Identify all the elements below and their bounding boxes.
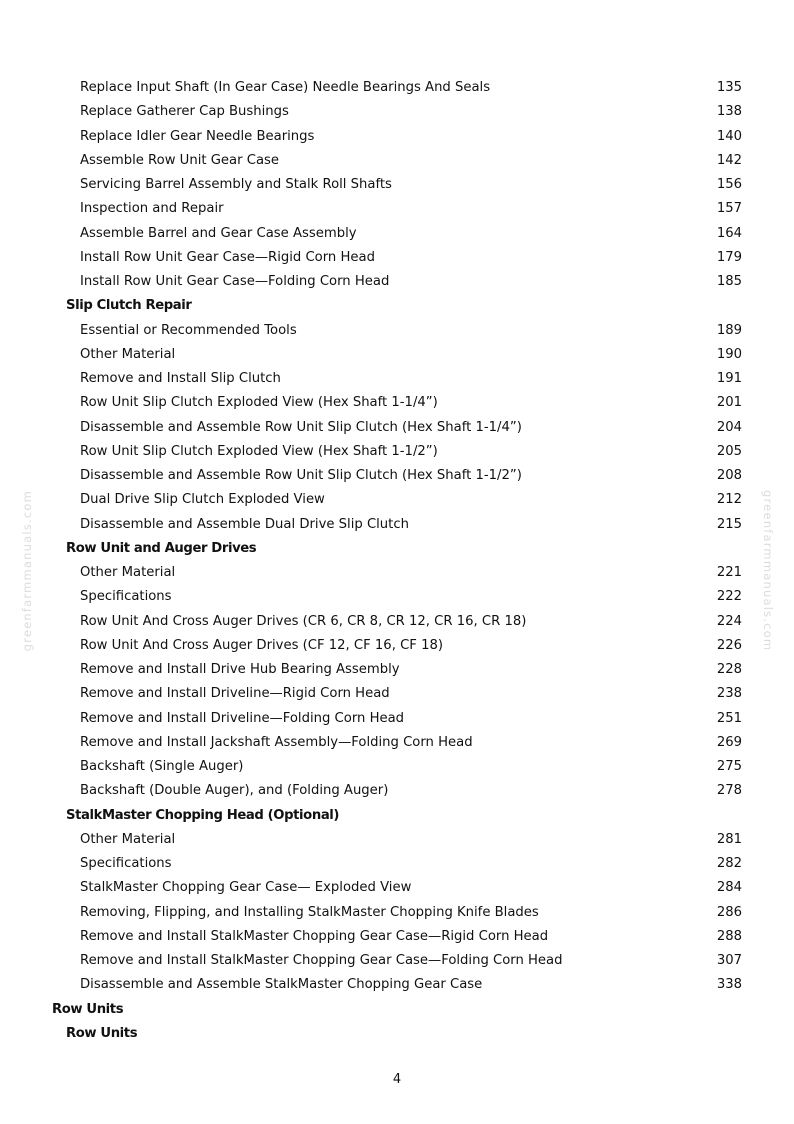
toc-entry-page: 138 — [716, 104, 742, 120]
toc-entry[interactable] — [0, 561, 794, 585]
toc-entry[interactable] — [0, 197, 794, 221]
toc-entry-page: 204 — [716, 419, 742, 435]
toc-entry[interactable] — [0, 949, 794, 973]
toc-entry[interactable] — [0, 925, 794, 949]
toc-entry[interactable] — [0, 779, 794, 803]
toc-entry-page: 278 — [716, 783, 742, 799]
toc-entry-title: Remove and Install Driveline—Folding Corn Head — [80, 710, 405, 726]
toc-entry-page: 135 — [716, 80, 742, 95]
toc-entry-title: Assemble Barrel and Gear Case Assembly — [80, 225, 357, 241]
toc-entry-page: 164 — [716, 225, 742, 241]
toc-entry-page: 228 — [716, 662, 742, 677]
toc-entry-page: 275 — [716, 759, 742, 774]
toc-entry-title: Essential or Recommended Tools — [80, 322, 297, 338]
toc-entry-title: Slip Clutch Repair — [66, 298, 192, 314]
toc-entry[interactable] — [0, 634, 794, 658]
toc-entry[interactable] — [0, 707, 794, 731]
toc-entry-page: 191 — [716, 371, 742, 386]
toc-entry-page: 190 — [716, 346, 742, 362]
toc-entry-title: Row Unit Slip Clutch Exploded View (Hex Shaft 1-1/4”) — [80, 395, 438, 411]
watermark-right: greenfarmmanuals.com — [761, 490, 775, 652]
toc-entry-title: Disassemble and Assemble Dual Drive Slip Clutch — [80, 516, 409, 532]
toc-entry-title: Replace Gatherer Cap Bushings — [80, 104, 289, 120]
toc-entry-title: Disassemble and Assemble Row Unit Slip Clutch (Hex Shaft 1-1/2”) — [80, 468, 522, 483]
toc-entry[interactable] — [0, 488, 794, 512]
toc-entry-page: 286 — [716, 904, 742, 920]
toc-entry-page: 157 — [716, 201, 742, 217]
toc-entry-title: Remove and Install Drive Hub Bearing Assembly — [80, 662, 400, 677]
toc-entry-title: Removing, Flipping, and Installing StalkMaster Chopping Knife Blades — [80, 904, 539, 920]
toc-entry-title: Disassemble and Assemble StalkMaster Chopping Gear Case — [80, 977, 483, 993]
toc-entry-page: 238 — [716, 686, 742, 702]
toc-entry-title: Remove and Install StalkMaster Chopping Gear Case—Rigid Corn Head — [80, 928, 549, 944]
toc-entry-title: Row Unit and Auger Drives — [66, 540, 257, 556]
toc-entry[interactable] — [0, 391, 794, 415]
toc-entry-page: 338 — [716, 977, 742, 993]
toc-entry-page: 269 — [716, 734, 742, 750]
toc-entry-title: Row Units — [52, 1001, 124, 1017]
toc-entry-page: 226 — [716, 637, 742, 653]
toc-entry-page: 140 — [716, 128, 742, 144]
toc-entry-title: Backshaft (Double Auger), and (Folding Auger) — [80, 783, 389, 799]
toc-section-heading[interactable] — [0, 998, 794, 1022]
toc-entry-title: Row Unit Slip Clutch Exploded View (Hex Shaft 1-1/2”) — [80, 443, 438, 459]
toc-entry-page: 251 — [716, 710, 742, 726]
toc-entry[interactable] — [0, 755, 794, 779]
toc-entry-page: 224 — [716, 613, 742, 629]
toc-entry-page: 179 — [716, 249, 742, 265]
toc-entry-title: Other Material — [80, 565, 176, 580]
toc-entry-title: Remove and Install Jackshaft Assembly—Folding Corn Head — [80, 734, 473, 750]
toc-entry-title: Remove and Install StalkMaster Chopping Gear Case—Folding Corn Head — [80, 953, 563, 968]
toc-entry-page: 156 — [716, 177, 742, 192]
toc-entry-page: 222 — [716, 589, 742, 605]
toc-entry[interactable] — [0, 513, 794, 537]
toc-entry-title: StalkMaster Chopping Head (Optional) — [66, 807, 340, 823]
toc-section-heading[interactable] — [0, 537, 794, 561]
toc-entry[interactable] — [0, 100, 794, 124]
page-number: 4 — [392, 1072, 402, 1087]
toc-entry[interactable] — [0, 222, 794, 246]
toc-entry[interactable] — [0, 658, 794, 682]
toc-entry[interactable] — [0, 343, 794, 367]
toc-entry[interactable] — [0, 610, 794, 634]
toc-section-heading[interactable] — [0, 294, 794, 318]
toc-entry[interactable] — [0, 828, 794, 852]
toc-entry-page: 221 — [716, 565, 742, 580]
toc-entry-title: Install Row Unit Gear Case—Folding Corn Head — [80, 274, 390, 289]
toc-entry[interactable] — [0, 731, 794, 755]
toc-entry[interactable] — [0, 876, 794, 900]
toc-entry-page: 281 — [716, 831, 742, 847]
toc-entry-title: Backshaft (Single Auger) — [80, 759, 244, 774]
toc-entry-title: Inspection and Repair — [80, 201, 224, 217]
toc-entry-page: 288 — [716, 928, 742, 944]
toc-entry[interactable] — [0, 852, 794, 876]
toc-entry-title: Remove and Install Slip Clutch — [80, 371, 281, 386]
toc-entry-title: Row Units — [66, 1025, 138, 1041]
toc-entry-title: Other Material — [80, 346, 176, 362]
toc-entry-page: 282 — [716, 856, 742, 871]
toc-entry[interactable] — [0, 319, 794, 343]
toc-entry-page: 284 — [716, 880, 742, 896]
toc-entry-title: Other Material — [80, 831, 176, 847]
toc-entry-title: Row Unit And Cross Auger Drives (CF 12, CF 16, CF 18) — [80, 637, 443, 653]
toc-entry[interactable] — [0, 246, 794, 270]
toc-entry[interactable] — [0, 416, 794, 440]
toc-entry-page: 201 — [716, 395, 742, 411]
toc-entry[interactable] — [0, 149, 794, 173]
toc-entry-page: 215 — [716, 516, 742, 532]
toc-entry-page: 189 — [716, 322, 742, 338]
toc-entry-page: 307 — [716, 953, 742, 968]
toc-entry-title: Specifications — [80, 856, 172, 871]
toc-entry-title: Replace Input Shaft (In Gear Case) Needle Bearings And Seals — [80, 80, 491, 95]
watermark-left: greenfarmmanuals.com — [20, 490, 34, 652]
toc-entry-title: Servicing Barrel Assembly and Stalk Roll Shafts — [80, 177, 392, 192]
toc-entry[interactable] — [0, 173, 794, 197]
toc-entry[interactable] — [0, 585, 794, 609]
toc-entry[interactable] — [0, 682, 794, 706]
toc-entry[interactable] — [0, 973, 794, 997]
toc-entry[interactable] — [0, 76, 794, 100]
toc-entry[interactable] — [0, 367, 794, 391]
toc-entry-page: 208 — [716, 468, 742, 483]
toc-section-heading[interactable] — [0, 1022, 794, 1046]
toc-entry-page: 212 — [716, 492, 742, 508]
toc-entry[interactable] — [0, 901, 794, 925]
toc-entry-title: Specifications — [80, 589, 172, 605]
toc-entry-title: Install Row Unit Gear Case—Rigid Corn Head — [80, 249, 375, 265]
table-of-contents — [0, 76, 794, 1046]
toc-entry-page: 142 — [716, 152, 742, 168]
toc-entry-title: Row Unit And Cross Auger Drives (CR 6, CR 8, CR 12, CR 16, CR 18) — [80, 613, 527, 629]
toc-entry-title: StalkMaster Chopping Gear Case— Exploded View — [80, 880, 412, 896]
toc-entry-title: Remove and Install Driveline—Rigid Corn Head — [80, 686, 390, 702]
toc-entry[interactable] — [0, 464, 794, 488]
toc-entry-title: Disassemble and Assemble Row Unit Slip Clutch (Hex Shaft 1-1/4”) — [80, 419, 522, 435]
toc-section-heading[interactable] — [0, 804, 794, 828]
toc-entry-title: Assemble Row Unit Gear Case — [80, 152, 280, 168]
toc-entry-page: 185 — [716, 274, 742, 289]
toc-entry-title: Dual Drive Slip Clutch Exploded View — [80, 492, 325, 508]
toc-entry[interactable] — [0, 270, 794, 294]
toc-entry[interactable] — [0, 125, 794, 149]
toc-entry[interactable] — [0, 440, 794, 464]
toc-entry-title: Replace Idler Gear Needle Bearings — [80, 128, 315, 144]
toc-entry-page: 205 — [716, 443, 742, 459]
